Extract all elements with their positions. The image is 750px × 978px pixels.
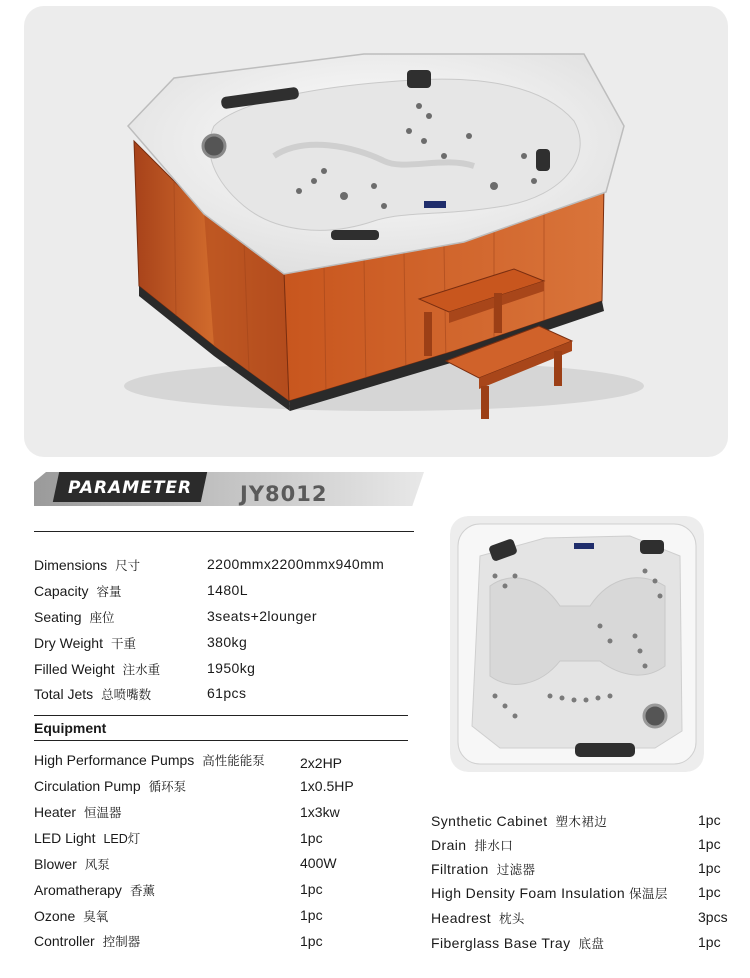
extra-label: High Density Foam Insulation [431,885,626,901]
spec-value: 1480L [207,582,248,598]
equipment-label: LED Light [34,830,96,846]
spec-row [34,660,160,678]
equipment-row [34,907,108,925]
equipment-value: 1pc [300,830,323,846]
spec-label-cn: 座位 [89,611,115,625]
spec-row [34,582,121,600]
extra-label: Filtration [431,861,489,877]
equipment-value: 1x3kw [300,804,340,820]
extra-row [431,860,535,878]
spec-value: 380kg [207,634,248,650]
spec-label-cn: 注水重 [122,663,161,677]
spec-value: 3seats+2lounger [207,608,317,624]
extra-label-cn: 塑木裙边 [555,815,608,829]
extra-row [431,812,607,830]
spec-label-cn: 总喷嘴数 [101,688,152,702]
equipment-label: Aromatherapy [34,882,122,898]
equipment-label: Controller [34,933,95,949]
product-photo-panel [24,6,728,457]
equipment-label: Ozone [34,908,76,924]
extra-row [431,909,525,927]
spa-perspective-illustration [24,6,728,457]
extra-value: 1pc [698,860,721,876]
spec-row [34,556,140,574]
spec-label-cn: 容量 [96,585,122,599]
equipment-label-cn: 控制器 [102,935,141,949]
extra-label: Fiberglass Base Tray [431,935,571,951]
equipment-value: 400W [300,855,337,871]
spec-label: Dimensions [34,557,108,573]
spec-row [34,608,115,626]
spec-value: 2200mmx2200mmx940mm [207,556,385,572]
spec-row [34,685,151,703]
equipment-label-cn: 臭氧 [83,910,109,924]
equipment-label: High Performance Pumps [34,752,195,768]
equipment-label-cn: 恒温器 [84,806,122,820]
equipment-label-cn: LED灯 [103,832,141,846]
equipment-value: 1x0.5HP [300,778,354,794]
extra-label-cn: 底盘 [578,937,605,951]
spec-label: Total Jets [34,686,94,702]
extra-value: 1pc [698,934,721,950]
extra-label-cn: 排水口 [474,839,514,853]
equipment-label-cn: 风泵 [84,858,110,872]
spec-label-cn: 尺寸 [115,559,141,573]
divider-equipment-under [34,740,408,741]
extra-label-cn: 枕头 [499,912,525,926]
spec-row [34,634,136,652]
divider-top [34,531,414,532]
equipment-value: 1pc [300,933,323,949]
extra-label: Synthetic Cabinet [431,813,548,829]
model-number: JY8012 [240,482,328,506]
equipment-label: Blower [34,856,77,872]
spec-value: 1950kg [207,660,256,676]
extra-label-cn: 保温层 [629,887,668,901]
equipment-value: 1pc [300,907,323,923]
spec-label: Dry Weight [34,635,103,651]
equipment-label-cn: 循环泵 [148,780,187,794]
equipment-label: Circulation Pump [34,778,141,794]
extra-label: Headrest [431,910,492,926]
extra-row [431,934,604,952]
equipment-row [34,932,140,950]
equipment-row [34,803,122,821]
extra-row [431,836,513,854]
equipment-row [34,881,155,899]
equipment-row [34,751,265,769]
extra-label: Drain [431,837,467,853]
equipment-title: Equipment [34,720,107,736]
spec-value: 61pcs [207,685,247,701]
extra-label-cn: 过滤器 [496,863,536,877]
spa-top-view-illustration [450,516,704,772]
spa-top-view-photo [450,516,704,772]
divider-equipment [34,715,408,716]
equipment-value: 2x2HP [300,755,343,771]
equipment-row [34,777,186,795]
equipment-label-cn: 高性能能泵 [202,754,265,768]
equipment-value: 1pc [300,881,323,897]
extra-value: 3pcs [698,909,728,925]
spec-label-cn: 干重 [110,637,136,651]
spec-label: Seating [34,609,82,625]
equipment-label: Heater [34,804,77,820]
parameter-label: PARAMETER [68,478,193,498]
extra-value: 1pc [698,884,721,900]
extra-value: 1pc [698,812,721,828]
equipment-row [34,829,140,847]
extra-row [431,884,668,902]
equipment-row [34,855,110,873]
equipment-label-cn: 香薰 [129,884,155,898]
spec-label: Capacity [34,583,89,599]
spec-label: Filled Weight [34,661,115,677]
extra-value: 1pc [698,836,721,852]
